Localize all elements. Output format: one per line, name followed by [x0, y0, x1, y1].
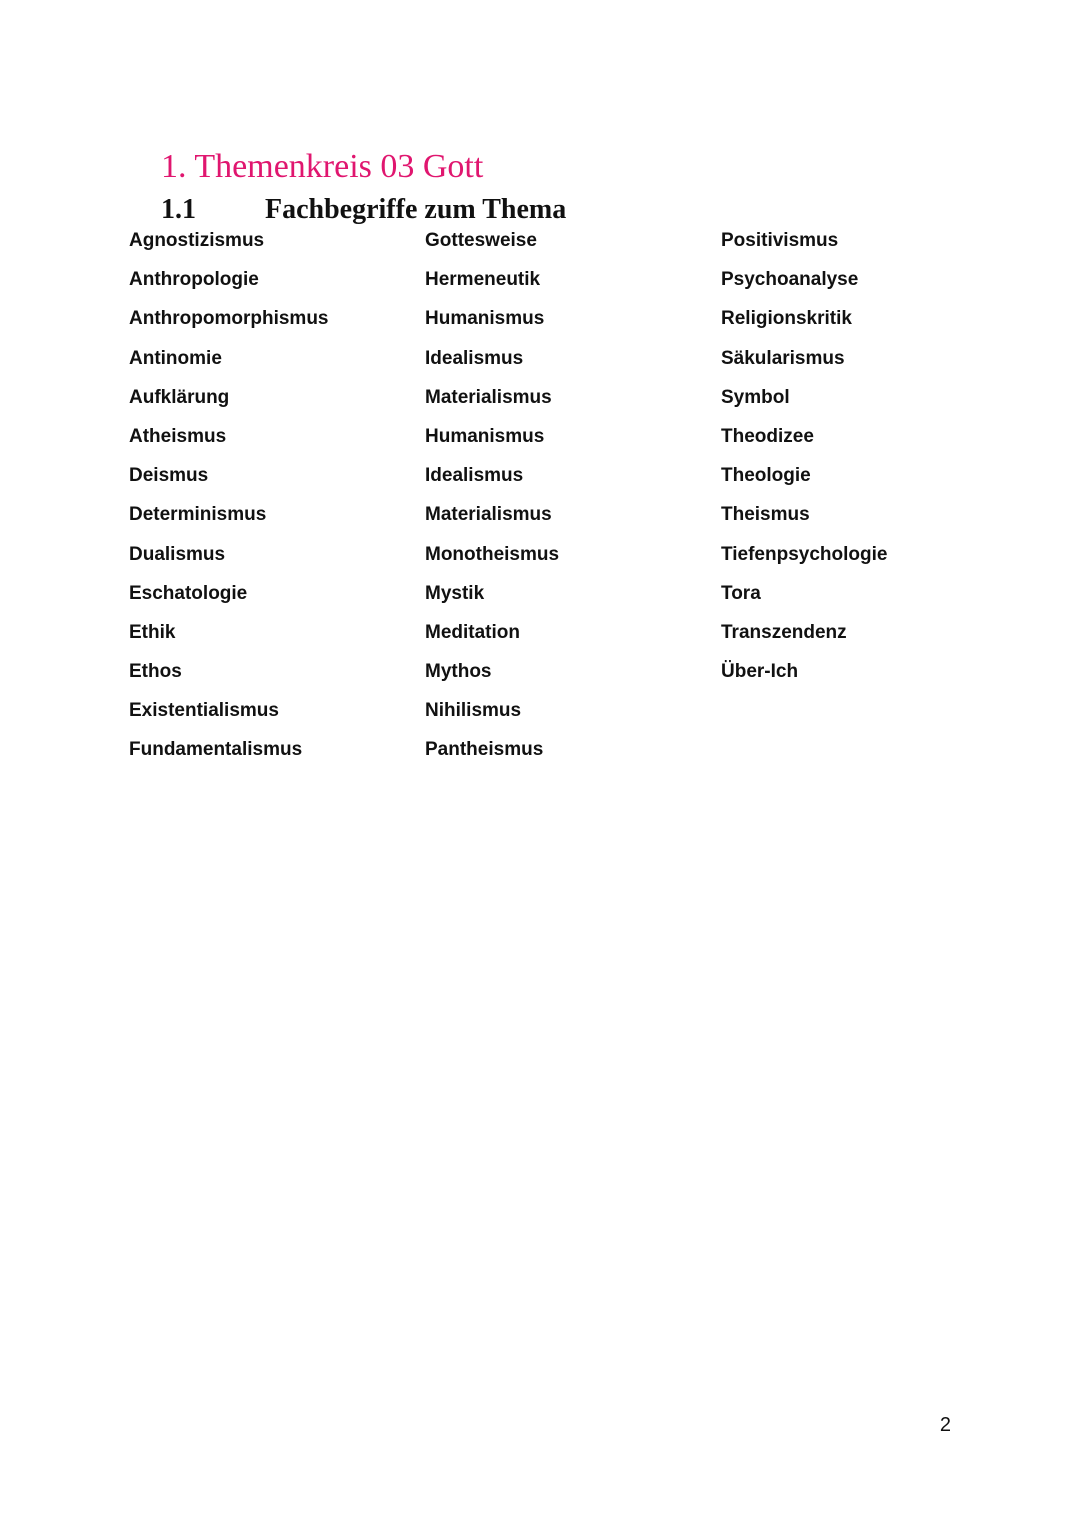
- term-item: Theodizee: [721, 425, 814, 447]
- term-item: Agnostizismus: [129, 230, 265, 251]
- term-item: Antinomie: [129, 347, 222, 369]
- term-item: Meditation: [425, 621, 520, 643]
- term-item: Mystik: [425, 582, 485, 604]
- section-number: 1.1: [161, 194, 196, 225]
- term-item: Säkularismus: [721, 347, 845, 369]
- term-item: Idealismus: [425, 465, 524, 487]
- term-item: Religionskritik: [721, 308, 852, 330]
- term-item: Monotheismus: [425, 543, 560, 565]
- term-item: Tora: [721, 582, 761, 604]
- section-title: Fachbegriffe zum Thema: [265, 194, 567, 225]
- term-item: Ethos: [129, 661, 182, 683]
- term-item: Existentialismus: [129, 700, 279, 722]
- term-item: Nihilismus: [425, 700, 522, 722]
- term-item: Pantheismus: [425, 739, 544, 761]
- term-item: Theologie: [721, 465, 811, 487]
- term-item: Materialismus: [425, 504, 552, 526]
- term-item: Über-Ich: [721, 661, 799, 683]
- page-number: 2: [939, 1414, 951, 1436]
- term-item: Anthropologie: [129, 269, 259, 291]
- term-item: Ethik: [129, 621, 176, 643]
- term-item: Gottesweise: [425, 230, 537, 251]
- term-item: Idealismus: [425, 347, 524, 369]
- term-item: Anthropomorphismus: [129, 308, 329, 330]
- term-item: Humanismus: [425, 308, 545, 330]
- term-item: Transzendenz: [721, 621, 847, 643]
- chapter-title: 1. Themenkreis 03 Gott: [161, 148, 484, 185]
- section-heading: [161, 193, 566, 227]
- term-item: Hermeneutik: [425, 269, 541, 291]
- term-item: Tiefenpsychologie: [721, 543, 888, 565]
- term-item: Dualismus: [129, 543, 226, 565]
- term-item: Materialismus: [425, 386, 552, 408]
- term-item: Positivismus: [721, 230, 839, 251]
- term-item: Deismus: [129, 465, 209, 487]
- term-item: Psychoanalyse: [721, 269, 859, 291]
- term-item: Mythos: [425, 661, 492, 683]
- term-column-1: [129, 228, 419, 777]
- term-item: Determinismus: [129, 504, 267, 526]
- term-item: Fundamentalismus: [129, 739, 303, 761]
- term-column-2: [425, 228, 715, 777]
- term-item: Aufklärung: [129, 386, 230, 408]
- term-item: Humanismus: [425, 425, 545, 447]
- term-item: Eschatologie: [129, 582, 248, 604]
- term-item: Theismus: [721, 504, 810, 526]
- term-item: Symbol: [721, 386, 790, 408]
- term-item: Atheismus: [129, 425, 227, 447]
- term-column-3: [721, 228, 1011, 698]
